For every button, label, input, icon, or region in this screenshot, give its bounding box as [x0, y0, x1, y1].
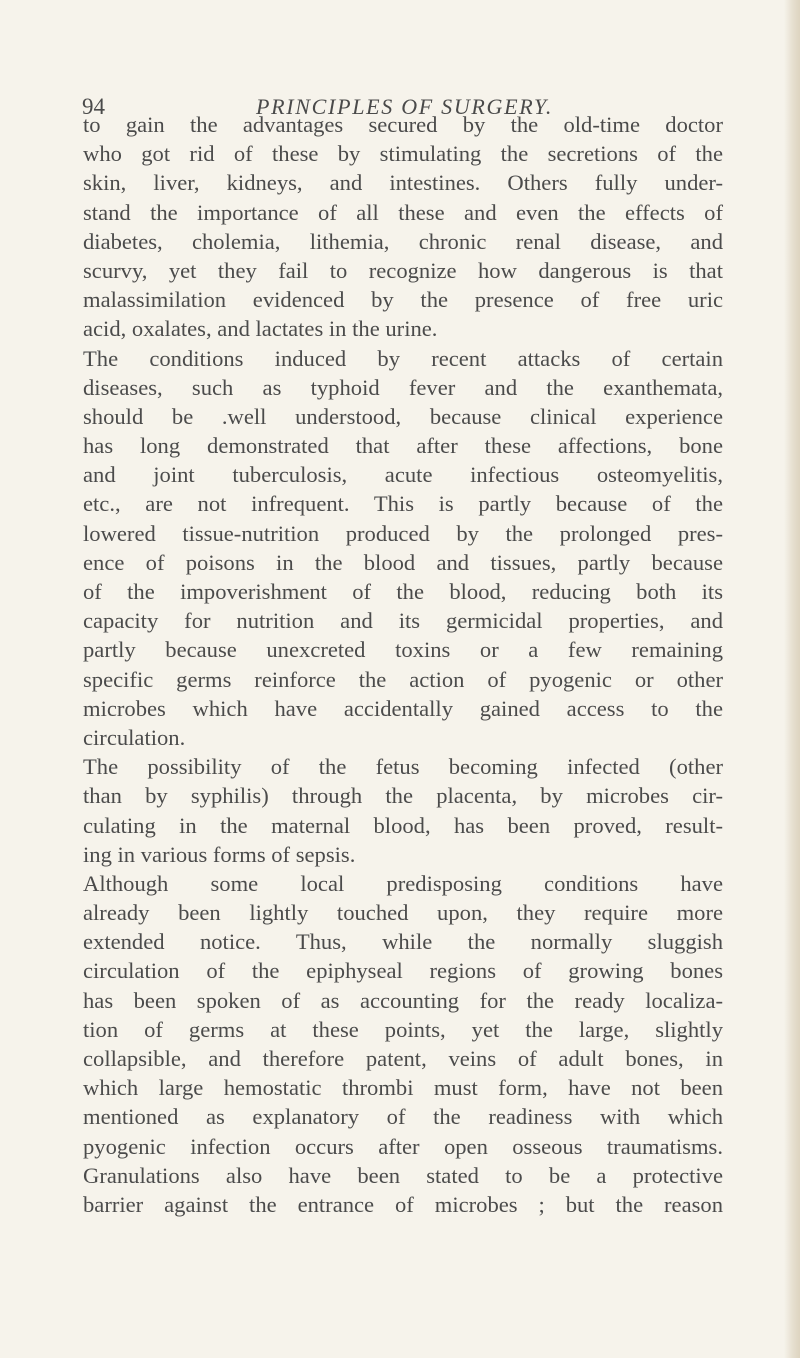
- text-line: skin, liver, kidneys, and intestines. Others fully under-: [83, 170, 723, 196]
- text-line: microbes which have accidentally gained access to the: [83, 695, 723, 721]
- text-line: tion of germs at these points, yet the large, slightly: [83, 1016, 723, 1042]
- text-line: acid, oxalates, and lactates in the urine.: [83, 316, 438, 342]
- body-text: [83, 110, 723, 1219]
- text-line: malassimilation evidenced by the presence of free uric: [83, 287, 723, 313]
- text-line: diabetes, cholemia, lithemia, chronic renal disease, and: [83, 228, 723, 254]
- text-line: culating in the maternal blood, has been proved, result-: [83, 812, 723, 838]
- page-number: 94: [82, 94, 105, 119]
- text-line: than by syphilis) through the placenta, by microbes cir-: [83, 783, 723, 809]
- text-line: to gain the advantages secured by the old-time doctor: [83, 112, 723, 137]
- text-line: who got rid of these by stimulating the secretions of the: [83, 141, 723, 167]
- text-line: mentioned as explanatory of the readiness with which: [83, 1104, 723, 1130]
- text-line: already been lightly touched upon, they require more: [83, 900, 723, 926]
- text-line: partly because unexcreted toxins or a few remaining: [83, 637, 723, 663]
- text-line: pyogenic infection occurs after open osseous traumatisms.: [83, 1133, 723, 1159]
- text-line: scurvy, yet they fail to recognize how dangerous is that: [83, 257, 723, 283]
- text-line: lowered tissue-nutrition produced by the prolonged pres-: [83, 520, 723, 546]
- running-head: PRINCIPLES OF SURGERY.: [256, 94, 554, 119]
- text-line: collapsible, and therefore patent, veins of adult bones, in: [83, 1046, 723, 1071]
- text-line: has long demonstrated that after these affections, bone: [83, 433, 723, 459]
- text-line: specific germs reinforce the action of pyogenic or other: [83, 666, 723, 692]
- page-edge-shadow: [784, 0, 800, 1358]
- text-line: circulation of the epiphyseal regions of growing bones: [83, 958, 723, 984]
- text-line: diseases, such as typhoid fever and the exanthemata,: [83, 374, 723, 400]
- text-line: ing in various forms of sepsis.: [83, 841, 356, 867]
- text-line: should be .well understood, because clinical experience: [83, 403, 723, 429]
- text-line: barrier against the entrance of microbes ; but the reason: [83, 1191, 723, 1217]
- text-line: capacity for nutrition and its germicidal properties, and: [83, 608, 723, 634]
- text-line: and joint tuberculosis, acute infectious osteomyelitis,: [83, 462, 723, 488]
- text-line: Granulations also have been stated to be a protective: [83, 1162, 723, 1188]
- text-line: stand the importance of all these and even the effects of: [83, 199, 723, 225]
- text-line: The conditions induced by recent attacks of certain: [83, 345, 723, 371]
- text-line: circulation.: [83, 724, 186, 750]
- text-line: Although some local predisposing conditions have: [83, 870, 723, 896]
- text-line: of the impoverishment of the blood, reducing both its: [83, 579, 723, 604]
- text-line: which large hemostatic thrombi must form, have not been: [83, 1075, 723, 1101]
- text-line: extended notice. Thus, while the normally sluggish: [83, 929, 723, 955]
- text-line: ence of poisons in the blood and tissues, partly because: [83, 549, 723, 575]
- text-line: The possibility of the fetus becoming infected (other: [83, 754, 723, 780]
- text-line: has been spoken of as accounting for the ready localiza-: [83, 987, 723, 1013]
- text-line: etc., are not infrequent. This is partly because of the: [83, 491, 723, 517]
